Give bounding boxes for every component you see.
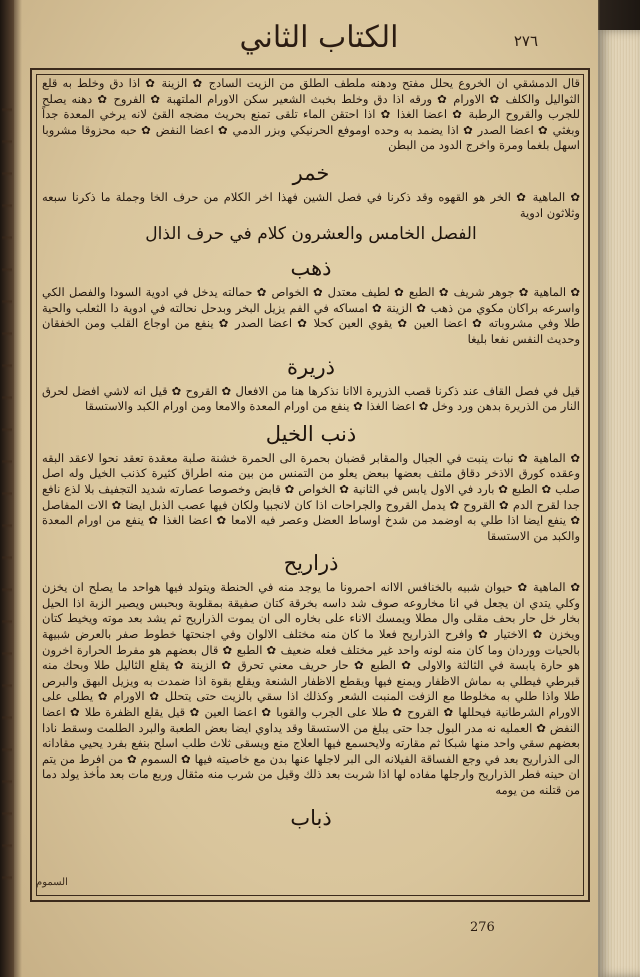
manuscript-page <box>14 0 598 977</box>
chapter-heading: الفصل الخامس والعشرون كلام في حرف الذال <box>145 224 477 245</box>
running-head <box>94 14 538 60</box>
section-title: ذريرة <box>287 354 335 379</box>
catchword: السموم <box>36 877 68 888</box>
text-block <box>42 76 580 894</box>
binding-stitches <box>2 80 12 900</box>
text-frame <box>30 68 590 902</box>
section-text: ✿ الماهية ✿ جوهر شريف ✿ الطبع ✿ لطيف معتدل ✿ الخواص ✿ حمالته يدخل في ادوية السودا والفصل الكي واسرعه براكان مكوي من ذهب ✿ الزينة ✿ امساكه في الفم يزيل البخر وبدحل نحالته في ادوية دا الثعلب والحية طلا وفي مشروباته ✿ اعضا العين ✿ يقوي العين كحلا ✿ اعضا الصدر ✿ ينفع من اوجاع القلب ومن الخفقان وحديث النفس نفعا بليغا <box>42 285 580 346</box>
intro-paragraph: قال الدمشقي ان الخروع يحلل مفتح ودهنه ملطف الطلق من الزيت السادج ✿ الزينة ✿ اذا دق وخلط به قلع الثواليل والكلف ✿ الاورام ✿ ورقه اذا دق وخلط بخبث الشعير سكن الاورام الملتهبة ✿ الفروح ✿ دهنه يصلح للجرب والقروح الرطبة ✿ اعضا الغذا ✿ اذا احتقن الماء تلقى تمنع بحريث مضجه القئ لانه يرخي المعدة جداً وبغثي ✿ اعضا الصدر ✿ اذا يضمد به وحده اوموفع الحرنيكي وبزر الدمي ✿ اعضا النفض ✿ حبه محزوقا مشروبا اسهل بلغما ومرة واخرج الدود من البطن <box>42 76 580 153</box>
section-title: ذهب <box>290 256 332 281</box>
section-text: قيل في فصل القاف عند ذكرنا قصب الذريرة الاانا نذكرها هنا من الافعال ✿ القروح ✿ قيل انه لاشي افضل لحرق النار من الذريرة بدهن ورد وخل ✿ اعضا الغذا ✿ ينفع من اورام المعدة والامعا ومن اورام الكبد والاستسقا <box>42 383 580 414</box>
section-title: ذباب <box>290 805 332 830</box>
section-text: ✿ الماهية ✿ الخر هو القهوه وقد ذكرنا في فصل الشين فهذا اخر الكلام من حرف الخا وجملة ما ذكرنا سبعه وثلاثون ادوية <box>42 189 580 220</box>
running-head-title: الكتاب الثاني <box>239 20 399 55</box>
page-edges <box>598 30 640 977</box>
section-text: ✿ الماهية ✿ حيوان شبيه بالخنافس الاانه احمرونا ما يوجد منه في الحنطة ويتولد فيها هواحد ما يصلح ان يخزن وكلي يتدي ان يجعل في انا مخاروعه صوف شد داسه بخرقة كتان صفيقة بمقلوبة وبحبس ويصير الزبة اذا الحيل بخار خل حار بحف مقلى وال مطلا ويمسك الاناء على بخاره الى ان يموت الذراريح ثم يشد بعد موته ويخيط كتان ويخزن ✿ الاختيار ✿ وافرح الذراريح فعلا ما كان منه مختلف الالوان وفي اجنحتها خطوط صفر بالعرض شبيهة بالحيات ووردان وما كان منه لونه واحد غير مختلف فعله ضعيف ✿ الطبع ✿ قال بعضهم هو مفرط الحرارة اخرون هو حارة يابسة في الثالثة والاولى ✿ الطبع ✿ حار حريف معني تحرق ✿ الزينة ✿ يقلع الثاليل طلا وبحك منه قبرطي فيطلي به ىماش الاظفار ويمنع فيها ويقطع الاظفار الشنعة ويقلع بقوة اذا ضمدت به ويزيل البهق والبرص طلا واذا طلي به مخلوطا مع الزفت المنبت الشعر وكذلك اذا سقي بالزيت حتى يتحلل ✿ الاورام ✿ يطلى على الاورام الشرطانية فيحللها ✿ القروح ✿ طلا على الجرب والقوبا ✿ اعضا العين ✿ قيل يقلع الظفرة طلا ✿ اعضا النفض ✿ العمليه نه مدر البول جدا حتى يبلغ من الاستسقا وقد يداوي ايضا بعض الطعبة والبرد الطلمت وسقط نادا بعضهم سقي واحد منها شبكا ثم مقارته ولايحسمع فيها العلاج منع ويسقى ثلاث طلب اسلح بنفع بفرد يحيي مقادانه الى الذراريح بعد في وجع الفساقة الفيلانه الى البر لاجلها عنها بدن مع خاصيته فيها ✿ السموم ✿ من افرط من يتم ان حينه فطر الذراريح وارجلها مفاده لها اذا شربت بعد ذلك وقيل من شرب منه مثقال وربع مات بعد مأخذ يولد دما من قتلنه من يومه <box>42 580 581 797</box>
running-head-page-number: ٢٧٦ <box>513 32 538 50</box>
section-title: ذنب الخيل <box>265 421 357 446</box>
section-title: خمر <box>292 160 330 185</box>
catchword-block <box>36 877 156 893</box>
section-text: ✿ الماهية ✿ نبات ينبت في الجبال والمقابر قضبان بحمرة الى الحمرة خشنة صلبة معقدة تعقد نحوا لاعقد البقه وعقده كورق الاذخر دقاق ملتف بعضها ببعض يعلو من التمنس من بين منه اطراق كثيرة كذنب الخيل وله اصل صلب ✿ الطبع ✿ بارد في الاول يابس في الثانية ✿ الخواص ✿ قابض وخصوصا عصارته شديد التجفيف بلا لذع نافع جدا لقرح الدم ✿ القروح ✿ يدمل القروح والجراحات اذا كان لانجبيا ولكان فيها عصب الذبل ايضا ✿ الات المفاصل ✿ ينفع ايضا اذا طلي به اوضمد من شدخ اوساط العضل وعصر فيه الامعا ✿ اعضا الغذا ✿ ينفع من اورام المعدة والكبد من الاستسقا <box>42 450 580 543</box>
footer-page-number: 276 <box>470 920 495 935</box>
section-title: ذراريح <box>283 551 339 576</box>
